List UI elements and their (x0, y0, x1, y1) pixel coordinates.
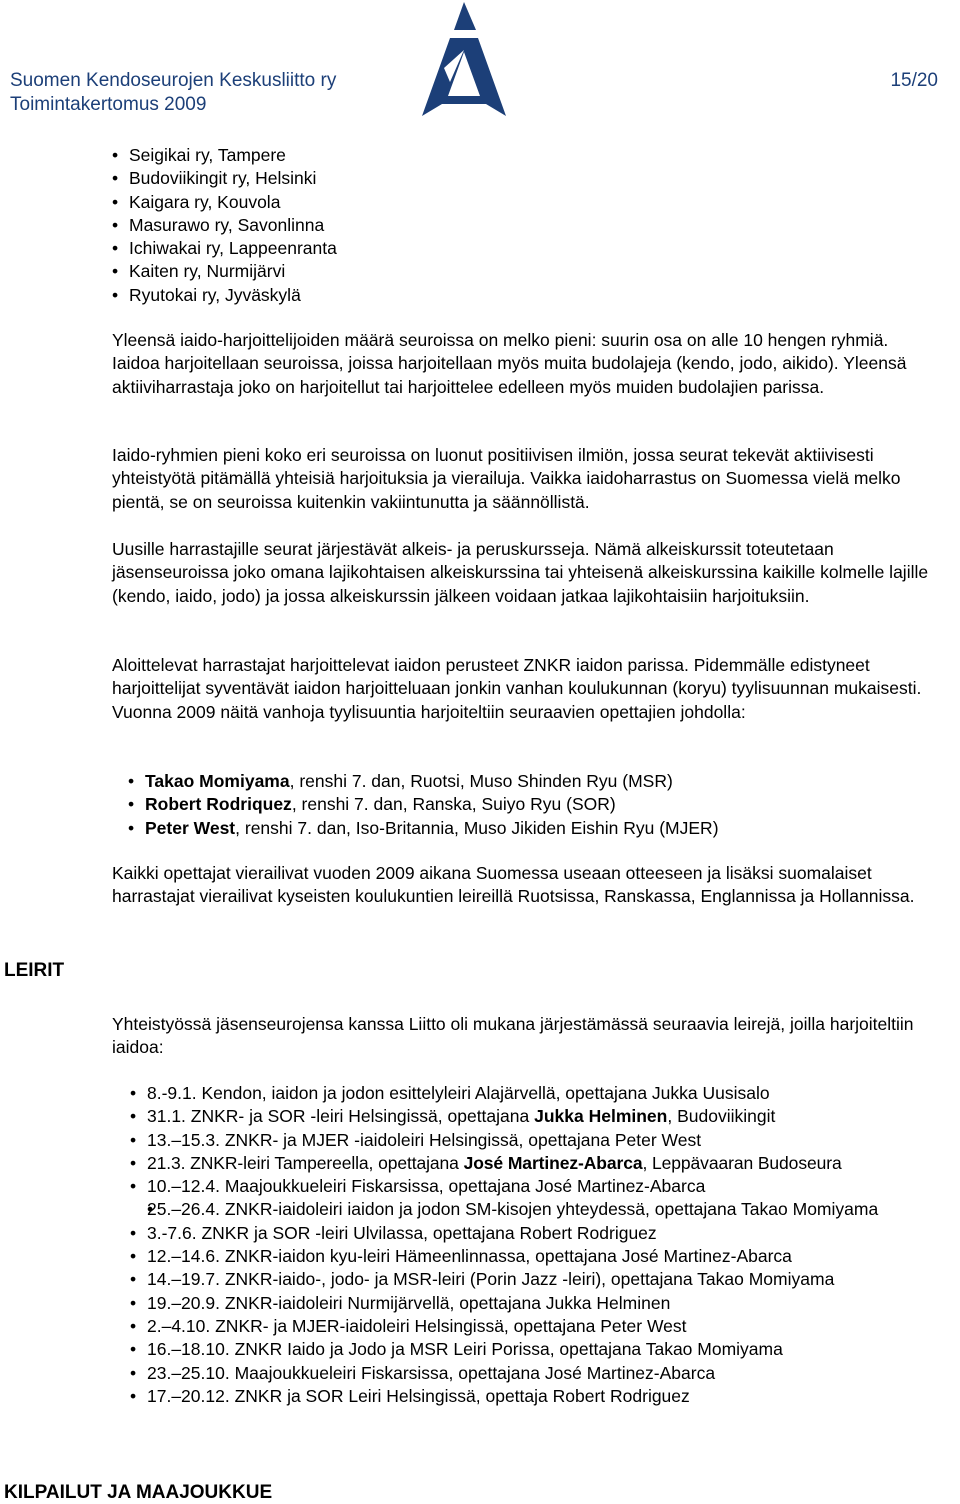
list-item: • 3.-7.6. ZNKR ja SOR -leiri Ulvilassa, opettajana Robert Rodriguez (130, 1222, 958, 1245)
list-item: • 23.–25.10. Maajoukkueleiri Fiskarsissa, opettajana José Martinez-Abarca (130, 1362, 958, 1385)
list-item: • Ichiwakai ry, Lappeenranta (112, 237, 942, 260)
teacher-list (128, 770, 928, 840)
list-item: • 25.–26.4. ZNKR-iaidoleiri iaidon ja jodon SM-kisojen yhteydessä, opettajana Takao Momiyama (130, 1198, 958, 1221)
list-item: • 17.–20.12. ZNKR ja SOR Leiri Helsingissä, opettaja Robert Rodriguez (130, 1385, 958, 1408)
list-item: • 8.-9.1. Kendon, iaidon ja jodon esittelyleiri Alajärvellä, opettajana Jukka Uusisalo (130, 1082, 958, 1105)
section-heading-kilpailut: KILPAILUT JA MAAJOUKKUE (4, 1482, 273, 1503)
header-organization: Suomen Kendoseurojen Keskusliitto ry (10, 70, 337, 91)
list-item: • Kaigara ry, Kouvola (112, 191, 942, 214)
list-item: • Budoviikingit ry, Helsinki (112, 167, 942, 190)
paragraph: Iaido-ryhmien pieni koko eri seuroissa on luonut positiivisen ilmiön, jossa seurat tekevät aktiivisesti yhteistyötä pitämällä yhteisiä harjoituksia ja vierailuja. Vaikka iaidoharrastus on Suomessa vielä melko pientä, se on seuroissa kuitenkin vakiintunutta ja säännöllistä. (112, 445, 901, 512)
list-item: • 31.1. ZNKR- ja SOR -leiri Helsingissä, opettajana Jukka Helminen, Budoviikingit (130, 1105, 958, 1128)
federation-triangle-logo-icon (420, 0, 508, 120)
list-item: • 13.–15.3. ZNKR- ja MJER -iaidoleiri Helsingissä, opettajana Peter West (130, 1129, 958, 1152)
list-item: • Ryutokai ry, Jyväskylä (112, 284, 942, 307)
list-item (128, 793, 928, 816)
list-item (128, 817, 928, 840)
list-item: • Masurawo ry, Savonlinna (112, 214, 942, 237)
list-item: • 16.–18.10. ZNKR Iaido ja Jodo ja MSR Leiri Porissa, opettajana Takao Momiyama (130, 1338, 958, 1361)
teacher-detail: , renshi 7. dan, Iso-Britannia, Muso Jikiden Eishin Ryu (MJER) (235, 817, 719, 838)
header-report-title: Toimintakertomus 2009 (10, 94, 207, 115)
list-item: • Kaiten ry, Nurmijärvi (112, 260, 942, 283)
list-item: • 14.–19.7. ZNKR-iaido-, jodo- ja MSR-leiri (Porin Jazz -leiri), opettajana Takao Momiyama (130, 1268, 958, 1291)
list-item: • 10.–12.4. Maajoukkueleiri Fiskarsissa, opettajana José Martinez-Abarca (130, 1175, 958, 1198)
list-item: • 21.3. ZNKR-leiri Tampereella, opettajana José Martinez-Abarca, Leppävaaran Budoseura (130, 1152, 958, 1175)
list-item: • 19.–20.9. ZNKR-iaidoleiri Nurmijärvellä, opettajana Jukka Helminen (130, 1292, 958, 1315)
page-number: 15/20 (890, 70, 938, 91)
teacher-name: Peter West (145, 817, 236, 838)
paragraph: Yhteistyössä jäsenseurojensa kanssa Liitto oli mukana järjestämässä seuraavia leirejä, joilla harjoiteltiin iaidoa: (112, 1014, 914, 1058)
list-item: • 2.–4.10. ZNKR- ja MJER-iaidoleiri Helsingissä, opettajana Peter West (130, 1315, 958, 1338)
section-heading-leirit: LEIRIT (4, 960, 65, 981)
club-list (112, 144, 942, 307)
paragraph: Yleensä iaido-harjoittelijoiden määrä seuroissa on melko pieni: suurin osa on alle 10 hengen ryhmiä. Iaidoa harjoitellaan seuroissa, joissa harjoitellaan myös muita budolajeja (kendo, jodo, aikido). Yleensä aktiiviharrastaja joko on harjoitellut tai harjoittelee edelleen myös muiden budolajien parissa. (112, 330, 907, 397)
teacher-name: Takao Momiyama (145, 771, 290, 791)
list-item: • 12.–14.6. ZNKR-iaidon kyu-leiri Hämeenlinnassa, opettajana José Martinez-Abarca (130, 1245, 958, 1268)
paragraph: Uusille harrastajille seurat järjestävät alkeis- ja peruskursseja. Nämä alkeiskurssit toteutetaan jäsenseuroissa joko omana lajikohtaisen alkeiskurssina tai yhteisenä alkeiskurssina kaikille kolmelle lajille (kendo, iaido, jodo) ja jossa alkeiskurssin jälkeen voidaan jatkaa lajikohtaisiin harjoituksiin. (112, 539, 929, 606)
list-item (128, 770, 928, 793)
list-item: • Seigikai ry, Tampere (112, 144, 942, 167)
teacher-detail: , renshi 7. dan, Ruotsi, Muso Shinden Ryu (MSR) (289, 771, 673, 791)
teacher-name: Robert Rodriquez (145, 794, 292, 815)
teacher-detail: , renshi 7. dan, Ranska, Suiyo Ryu (SOR) (291, 794, 616, 815)
camp-list (130, 1082, 958, 1408)
paragraph: Aloittelevat harrastajat harjoittelevat iaidon perusteet ZNKR iaidon parissa. Pidemmälle edistyneet harjoittelijat syventävät iaidon harjoitteluaan jonkin vanhan koulukunnan (koryu) tyylisuunnan mukaisesti. Vuonna 2009 näitä vanhoja tyylisuuntia harjoiteltiin seuraavien opettajien johdolla: (112, 655, 922, 722)
paragraph: Kaikki opettajat vierailivat vuoden 2009 aikana Suomessa useaan otteeseen ja lisäksi suomalaiset harrastajat vierailivat kyseisten koulukuntien leireillä Ruotsissa, Ranskassa, Englannissa ja Hollannissa. (112, 863, 915, 907)
